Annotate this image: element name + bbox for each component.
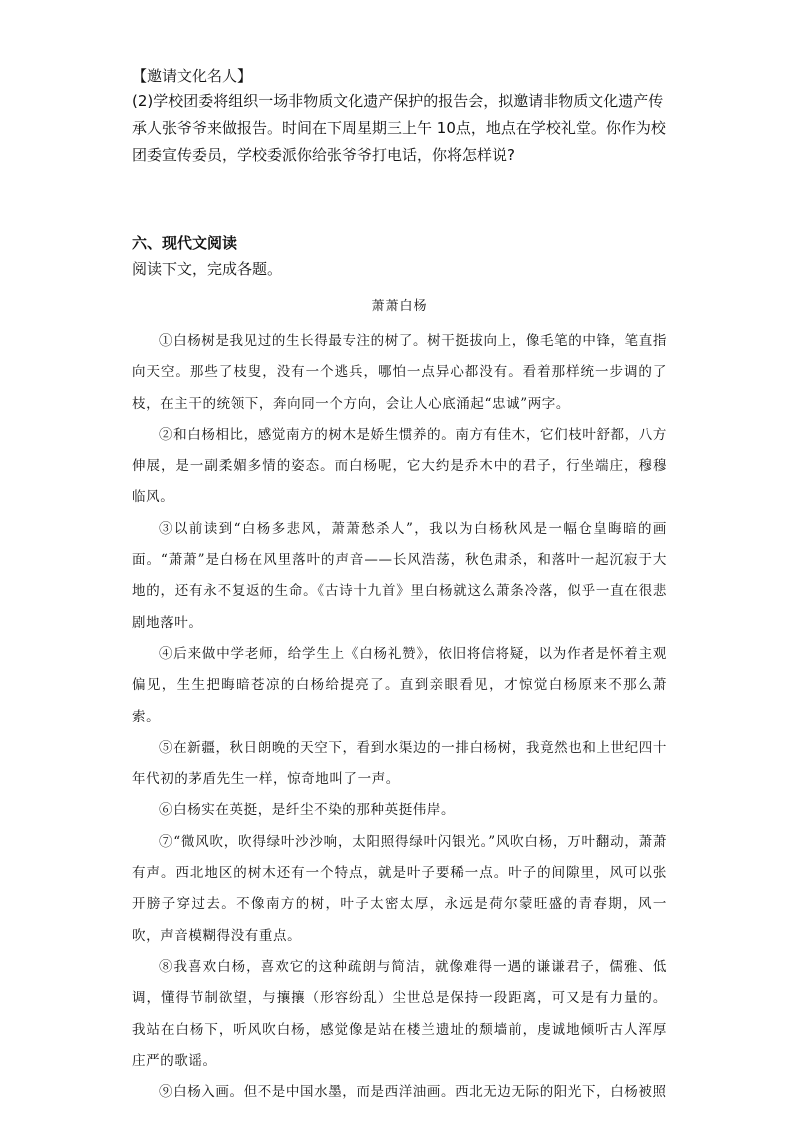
invite-question-section (132, 64, 672, 169)
article-paragraph: ⑤在新疆，秋日朗晚的天空下，看到水渠边的一排白杨树，我竟然也和上世纪四十年代初的茅盾先生一样，惊奇地叫了一声。 (132, 739, 667, 788)
article-paragraph: ⑥白杨实在英挺，是纤尘不染的那种英挺伟岸。 (159, 802, 456, 819)
section-heading: 【邀请文化名人】 (132, 67, 253, 85)
reading-instruction: 阅读下文，完成各题。 (132, 260, 283, 278)
article (132, 296, 667, 1108)
article-paragraph: ③以前读到“白杨多悲风，萧萧愁杀人”，我以为白杨秋风是一幅仓皇晦暗的画面。“萧萧”是白杨在风里落叶的声音——长风浩荡，秋色肃杀，和落叶一起沉寂于大地的，还有永不复返的生命。《古诗十九首》里白杨就这么萧条冷落，似乎一直在很悲剧地落叶。 (132, 520, 667, 631)
article-paragraph: ②和白杨相比，感觉南方的树木是娇生惯养的。南方有佳木，它们枝叶舒都，八方伸展，是一副柔媚多情的姿态。而白杨呢，它大约是乔木中的君子，行坐端庄，穆穆临风。 (132, 426, 667, 506)
question-text: (2)学校团委将组织一场非物质文化遗产保护的报告会，拟邀请非物质文化遗产传承人张爷爷来做报告。时间在下周星期三上午 10点，地点在学校礼堂。你作为校团委宣传委员，学校委派你给张爷爷打电话，你将怎样说? (132, 92, 666, 164)
article-title: 萧萧白杨 (371, 299, 428, 314)
article-paragraph: ①白杨树是我见过的生长得最专注的树了。树干挺拔向上，像毛笔的中锋，笔直指向天空。那些了枝叟，没有一个逃兵，哪怕一点异心都没有。看着那样统一步调的了枝，在主干的统领下，奔向同一个方向，会让人心底涌起“忠诚”两字。 (132, 333, 667, 412)
article-paragraph: ⑨白杨入画。但不是中国水墨，而是西洋油画。西北无边无际的阳光下，白杨被照 (159, 1084, 667, 1101)
article-paragraph: ④后来做中学老师，给学生上《白杨礼赞》，依旧将信将疑，以为作者是怀着主观偏见，生生把晦暗苍凉的白杨给提亮了。直到亲眼看见，才惊觉白杨原来不那么萧索。 (132, 645, 667, 725)
part-title: 六、现代文阅读 (132, 234, 238, 252)
article-paragraph: ⑦“微风吹，吹得绿叶沙沙响，太阳照得绿叶闪银光。”风吹白杨，万叶翻动，萧萧有声。西北地区的树木还有一个特点，就是叶子要稀一点。叶子的间隙里，风可以张开膀子穿过去。不像南方的树，叶子太密太厚，永远是荷尔蒙旺盛的青春期，风一吹，声音模糊得没有重点。 (132, 833, 667, 944)
reading-section (132, 230, 672, 282)
article-paragraph: ⑧我喜欢白杨，喜欢它的这种疏朗与简洁，就像难得一遇的谦谦君子，儒雅、低调，懂得节制欲望，与攘攘（形容纷乱）尘世总是保持一段距离，可又是有力量的。我站在白杨下，听风吹白杨，感觉像是站在楼兰遗址的颓墙前，虔诚地倾听古人浑厚庄严的歌谣。 (132, 958, 667, 1069)
